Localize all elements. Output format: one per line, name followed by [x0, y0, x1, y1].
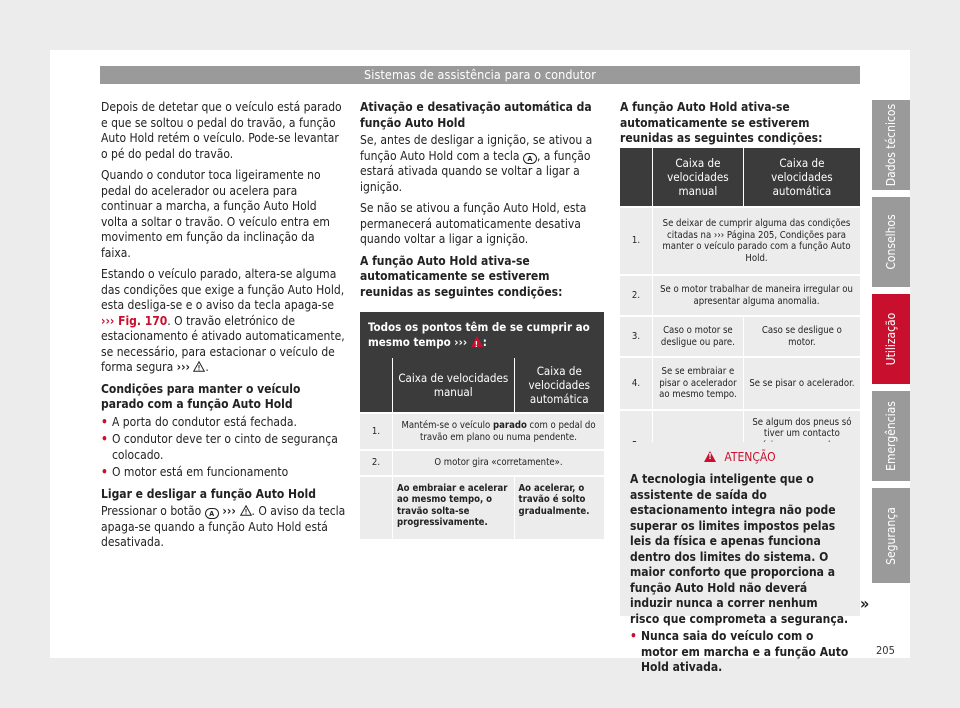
row-number: 4. [620, 357, 653, 410]
tab-label: Segurança [884, 506, 898, 565]
bullet-icon: • [101, 432, 108, 446]
list-item-text: O condutor deve ter o cinto de segurança colocado. [112, 432, 338, 462]
table-cell: Caso se desligue o motor. [743, 316, 860, 357]
table-header-cell: Caixa de velocidades manual [393, 358, 515, 413]
table-title-text: Todos os pontos têm de se cumprir ao mesmo tempo ››› [368, 320, 590, 349]
ref-arrows[interactable]: ››› [218, 504, 240, 518]
paragraph [360, 133, 604, 195]
warning-body [620, 468, 860, 682]
table-row [620, 316, 860, 357]
paragraph: Se não se ativou a função Auto Hold, esta permanecerá automaticamente desativa quando voltar a ligar a ignição. [360, 201, 587, 246]
table-cell: Se o motor trabalhar de maneira irregular ou apresentar alguma anomalia. [653, 275, 861, 316]
warning-title-text: ATENÇÃO [724, 450, 776, 464]
table-cell: Ao acelerar, o travão é solto gradualmente. [514, 476, 604, 539]
warning-icon [471, 336, 483, 347]
section-header: Sistemas de assistência para o condutor [100, 66, 860, 84]
list-item [630, 629, 850, 676]
tab-label: Utilização [884, 312, 898, 366]
table [360, 358, 604, 539]
table-row [360, 476, 604, 539]
cell-text-bold: parado [492, 420, 527, 431]
bullet-icon: • [101, 414, 108, 429]
table-row [620, 357, 860, 410]
table-cell: Se deixar de cumprir alguma das condições citadas na ››› Página 205, Condições para manter o veículo parado com a função Auto Hold. [653, 207, 861, 275]
sidebar-tab-emergencias[interactable] [872, 391, 910, 481]
table-row [360, 413, 604, 450]
row-number: 2. [620, 275, 653, 316]
row-number: 2. [360, 450, 393, 476]
paragraph: Depois de detetar que o veículo está parado e que se soltou o pedal do travão, a função Auto Hold retém o veículo. Pode-se levantar o pé do pedal do travão. [101, 100, 342, 161]
warning-box [620, 442, 860, 674]
cell-text: Mantém-se o veículo [401, 420, 493, 431]
table-header-cell [620, 148, 653, 207]
table-cell: Caso o motor se desligue ou pare. [653, 316, 744, 357]
table-title-colon: : [482, 335, 487, 349]
tab-label: Emergências [884, 401, 898, 471]
sidebar-tab-conselhos[interactable] [872, 197, 910, 287]
table-header-cell: Caixa de velocidades automática [743, 148, 860, 207]
table-header-row [360, 358, 604, 413]
row-number: 1. [360, 413, 393, 450]
warning-text: A tecnologia inteligente que o assistente de saída do estacionamento integra não pode superar os limites impostos pelas leis da física e apenas funciona dentro dos limites do sistema. O maior conforto que proporciona a função Auto Hold não deverá induzir nunca a correr nenhum risco que comprometa a segurança. [630, 472, 849, 626]
tab-label: Dados técnicos [884, 103, 898, 187]
table-header-cell: Caixa de velocidades manual [653, 148, 744, 207]
paragraph [101, 504, 346, 551]
text: , a função estará ativada quando se voltar a ligar a ignição. [360, 148, 591, 194]
text: Pressionar o botão [101, 504, 205, 518]
table-cell [393, 413, 605, 450]
paragraph: Quando o condutor toca ligeiramente no pedal do acelerador ou acelera para continuar a marcha, a função Auto Hold volta a soltar o travão. O veículo entra em movimento em função da inclinação da faixa. [101, 168, 330, 260]
bullet-icon: • [101, 465, 108, 479]
cell-text: com o pedal do travão em plano ou numa pendente. [419, 420, 596, 443]
subheading: A função Auto Hold ativa-se automaticamente se estiverem reunidas as seguintes condições: [360, 253, 563, 299]
warning-icon [704, 451, 716, 462]
subheading: Ativação e desativação automática da função Auto Hold [360, 100, 592, 130]
sidebar-tab-dados-tecnicos[interactable] [872, 100, 910, 190]
subheading: Ligar e desligar a função Auto Hold [101, 486, 316, 501]
list-item-text: A porta do condutor está fechada. [112, 414, 297, 429]
list-item [101, 415, 346, 431]
subheading: Condições para manter o veículo parado com a função Auto Hold [101, 381, 301, 411]
warning-icon [240, 505, 252, 516]
table-row [620, 207, 860, 275]
page-number: 205 [876, 644, 895, 657]
table-cell: Se algum dos pneus só tiver um contacto [743, 410, 860, 481]
table-header-cell: Caixa de velocidades automática [514, 358, 604, 413]
figure-link[interactable]: ››› Fig. 170 [101, 313, 168, 328]
table-row [360, 450, 604, 476]
text: Se, antes de desligar a ignição, se ativou a função Auto Hold com a tecla [360, 133, 593, 163]
subheading: A função Auto Hold ativa-se automaticamente se estiverem reunidas as seguintes condições: [620, 100, 823, 145]
list-item [101, 432, 346, 463]
table-title [360, 312, 604, 358]
table [620, 148, 860, 480]
deactivation-table [620, 148, 860, 480]
text: Estando o veículo parado, altera-se alguma das condições que exige a função Auto Hold, esta desliga-se e o aviso da tecla apaga-se [101, 267, 345, 312]
sidebar-tab-seguranca[interactable] [872, 488, 910, 583]
row-number: 1. [620, 207, 653, 275]
autohold-button-icon: A [205, 508, 219, 519]
table-cell: Ao embraiar e acelerar ao mesmo tempo, o travão solta-se progressivamente. [393, 476, 515, 539]
ref-arrows[interactable]: ››› [176, 360, 190, 374]
list-item-text: O motor está em funcionamento [112, 465, 289, 479]
continue-mark: » [860, 594, 870, 613]
column-3 [620, 100, 860, 153]
table-row [620, 275, 860, 316]
text: . O aviso da tecla apaga-se quando a função Auto Hold está desativada. [101, 504, 346, 549]
bullet-icon: • [630, 629, 637, 643]
list-item-text: Nunca saia do veículo com o motor em marcha e a função Auto Hold ativada. [641, 629, 849, 674]
column-1 [101, 100, 346, 557]
row-number: 3. [620, 316, 653, 357]
warning-title [620, 442, 860, 468]
column-2 [360, 100, 604, 306]
conditions-table [360, 312, 604, 539]
table-cell: O motor gira «corretamente». [393, 450, 605, 476]
table-cell: Se se embraiar e pisar o acelerador ao mesmo tempo. [653, 357, 744, 410]
sidebar-tab-utilizacao[interactable] [872, 294, 910, 384]
table-header-row [620, 148, 860, 207]
warning-icon [193, 361, 205, 372]
autohold-button-icon: A [523, 153, 537, 164]
text: . O travão eletrónico de estacionamento é ativado automaticamente, se necessário, para estacionar o veículo de forma segura [101, 313, 345, 374]
list-item [101, 465, 346, 481]
table-header-cell [360, 358, 393, 413]
table-cell: Se se pisar o acelerador. [743, 357, 860, 410]
tab-label: Conselhos [884, 214, 898, 270]
row-number [360, 476, 393, 539]
paragraph: Estando o veículo parado, altera-se alguma das condições que exige a função Auto Hold, esta desliga-se e o aviso da tecla apaga-se ››› Fig. 170. O travão eletrónico de estacionamento é ativado automaticamente, se necessário, para estacionar o veículo de forma segura ››› . [101, 267, 345, 374]
